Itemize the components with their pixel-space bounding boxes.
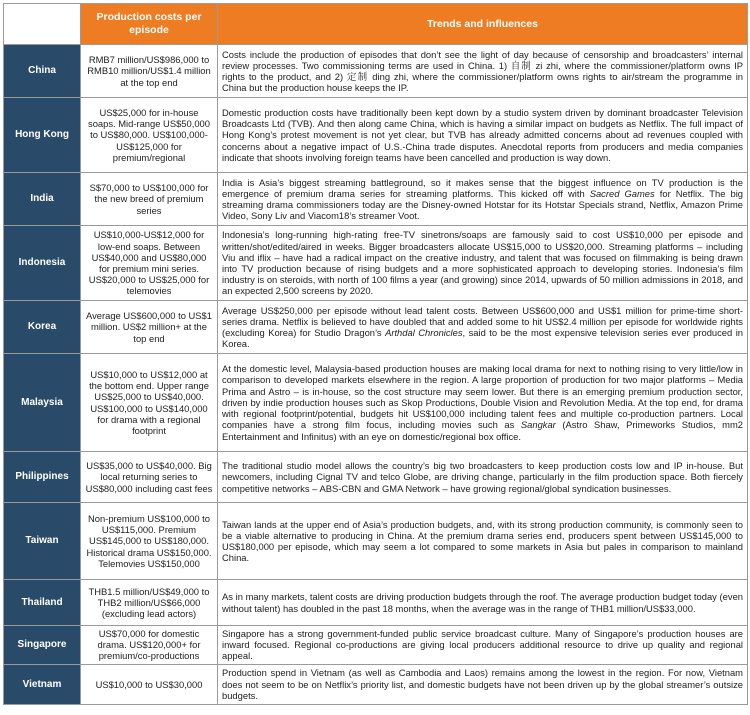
table-row xyxy=(4,98,748,173)
cost-cell: US$10,000 to US$12,000 at the bottom end. Upper range US$25,000 to US$40,000. US$100,000 to US$140,000 for drama with a regional footprint xyxy=(81,354,218,452)
cost-cell: US$10,000-US$12,000 for low-end soaps. Between US$40,000 and US$80,000 for premium mini series. US$20,000 to US$25,000 for telemovies xyxy=(81,226,218,301)
country-cell: Korea xyxy=(4,301,81,354)
country-cell: Malaysia xyxy=(4,354,81,452)
table-row xyxy=(4,173,748,226)
cost-cell: US$35,000 to US$40,000. Big local returning series to US$80,000 including cast fees xyxy=(81,452,218,503)
table-row xyxy=(4,503,748,580)
header-trends: Trends and influences xyxy=(218,4,748,45)
trend-cell: Production spend in Vietnam (as well as Cambodia and Laos) remains among the lowest in the region. For now, Vietnam does not seem to be on Netflix’s priority list, and domestic budgets have not been driven up by the global streamer’s outsize budgets. xyxy=(218,664,748,704)
header-costs: Production costs per episode xyxy=(81,4,218,45)
table-row xyxy=(4,452,748,503)
trend-cell: Indonesia’s long-running high-rating free-TV sinetrons/soaps are famously said to cost US$10,000 per episode and written/shot/edited/aired in weeks. Bigger broadcasters allocate US$15,000 to US$20,000. Streaming platforms – including Viu and iflix – have had a radical impact on the creative industry, and talent that was focused on filmmaking is being drawn into TV production because of rising budgets and a more sophisticated approach to developing stories. Indonesia’s film industry is on steroids, with north of 100 films a year (and growing) since 2014, upwards of 50 million admissions in 2018, and an expected 2,500 screens by 2020. xyxy=(218,226,748,301)
cost-cell: US$25,000 for in-house soaps. Mid-range US$50,000 to US$80,000. US$100,000-US$125,000 for premium/regional xyxy=(81,98,218,173)
trend-cell xyxy=(218,173,748,226)
table-row xyxy=(4,626,748,665)
table-row xyxy=(4,45,748,98)
country-cell: Philippines xyxy=(4,452,81,503)
cost-cell: Average US$600,000 to US$1 million. US$2 million+ at the top end xyxy=(81,301,218,354)
country-cell: Taiwan xyxy=(4,503,81,580)
trend-cell: As in many markets, talent costs are driving production budgets through the roof. The average production budget today (even without talent) has doubled in the past 18 months, when the average was in the range of THB1 million/US$33,000. xyxy=(218,580,748,626)
cost-cell: RMB7 million/US$986,000 to RMB10 million/US$1.4 million at the top end xyxy=(81,45,218,98)
trend-cell: Singapore has a strong government-funded public service broadcast culture. Many of Singapore’s production houses are inward focused. Regional co-productions are giving local producers additional resource to drive up quality and regional appeal. xyxy=(218,626,748,665)
trend-text: At the domestic level, Malaysia-based production houses are making local drama for next to nothing rising to very little/low in comparison to developed markets elsewhere in the region. A large proportion of production for two major platforms – Media Prima and Astro – is in-house, so the cost structure may seem lower. But there is an emerging premium production sector, driven by indie production houses such as Skop Productions, Double Vision and Revolution Media. At the top end, for drama with regional footprint/potential, budgets hit US$100,000 including talent fees and multiple co-production partners. Local companies have a strong film focus, including movies such as xyxy=(222,363,743,431)
trend-cell: Taiwan lands at the upper end of Asia’s production budgets, and, with its strong production community, is commonly seen to be a viable alternative to producing in China. At the premium drama series end, producers spent between US$145,000 to US$180,000 per episode, which may seem a lot compared to some markets in Asia but pales in comparison to mainland China. xyxy=(218,503,748,580)
country-cell: Vietnam xyxy=(4,664,81,704)
trend-cell xyxy=(218,354,748,452)
table-row xyxy=(4,664,748,704)
country-cell: China xyxy=(4,45,81,98)
trend-text: for Netflix. The big streaming drama commissioners today are the Disney-owned Hotstar for its Hotstar Specials strand, Netflix, Amazon Prime Video, Sony Liv and Viacom18’s streamer Voot. xyxy=(222,187,744,222)
cost-cell: US$70,000 for domestic drama. US$120,000+ for premium/co-productions xyxy=(81,626,218,665)
table-row xyxy=(4,580,748,626)
cost-cell: US$10,000 to US$30,000 xyxy=(81,664,218,704)
table-row xyxy=(4,226,748,301)
cost-cell: Non-premium US$100,000 to US$115,000. Premium US$145,000 to US$180,000. Historical drama US$150,000. Telemovies US$150,000 xyxy=(81,503,218,580)
trend-text: Average US$250,000 per episode without lead talent costs. Between US$600,000 and US$1 million for prime-time short-series drama. Netflix is believed to have doubled that and added some to hit US$2.4 million per episode for worldwide rights (excluding Korea) for Studio Dragon’s xyxy=(222,304,743,338)
trend-text: India is Asia’s biggest streaming battleground, so it makes sense that the biggest influence on TV production is the emergence of premium drama series for streaming platforms. This kicked off with xyxy=(222,176,743,199)
table-row xyxy=(4,354,748,452)
title-arthdal-chronicles: Arthdal Chronicles xyxy=(385,327,463,338)
header-blank-cell xyxy=(4,4,81,45)
trend-cell: Domestic production costs have traditionally been kept down by a studio system driven by dominant broadcaster Television Broadcasts Ltd (TVB). And then along came China, which is having a similar impact on budgets as Netflix. The full impact of Hong Kong’s protest movement is not yet clear, but TVB has already admitted concerns about ad revenues coupled with concerns about a negative impact of U.S.-China trade disputes. Anecdotal reports from producers and media companies indicate that shoots involving foreign teams have been cancelled and production is way down. xyxy=(218,98,748,173)
costs-table-container xyxy=(3,3,747,705)
trend-cell: The traditional studio model allows the country’s big two broadcasters to keep production costs low and IP in-house. But newcomers, including Cignal TV and telco Globe, are driving change, particularly in the film production space. Both fiercely competitive networks – ABS-CBN and GMA Network – have growing regional/global syndication businesses. xyxy=(218,452,748,503)
trend-text: (Astro Shaw, Primeworks Studios, mm2 Entertainment and Infinitus) with an eye on domestic/regional box office. xyxy=(222,419,743,442)
country-cell: India xyxy=(4,173,81,226)
title-sacred-games: Sacred Games xyxy=(589,187,655,199)
trend-text: , said to be the most expensive television series ever produced in Korea. xyxy=(222,327,743,350)
cost-cell: THB1.5 million/US$49,000 to THB2 million/US$66,000 (excluding lead actors) xyxy=(81,580,218,626)
country-cell: Indonesia xyxy=(4,226,81,301)
country-cell: Thailand xyxy=(4,580,81,626)
country-cell: Hong Kong xyxy=(4,98,81,173)
table-header-row xyxy=(4,4,748,45)
production-costs-table xyxy=(3,3,748,705)
trend-cell: Costs include the production of episodes that don’t see the light of day because of censorship and broadcasters’ internal review processes. Two commissioning terms are used in China. 1) 自制 zi zhi, where the commissioner/platform owns IP rights to the product, and 2) 定制 ding zhi, where the commissioner/platform owns rights to air/stream the programme in China but the production house keeps the IP. xyxy=(218,45,748,98)
trend-cell xyxy=(218,301,748,354)
country-cell: Singapore xyxy=(4,626,81,665)
cost-cell: S$70,000 to US$100,000 for the new breed of premium series xyxy=(81,173,218,226)
title-sangkar: Sangkar xyxy=(520,419,556,431)
table-row xyxy=(4,301,748,354)
